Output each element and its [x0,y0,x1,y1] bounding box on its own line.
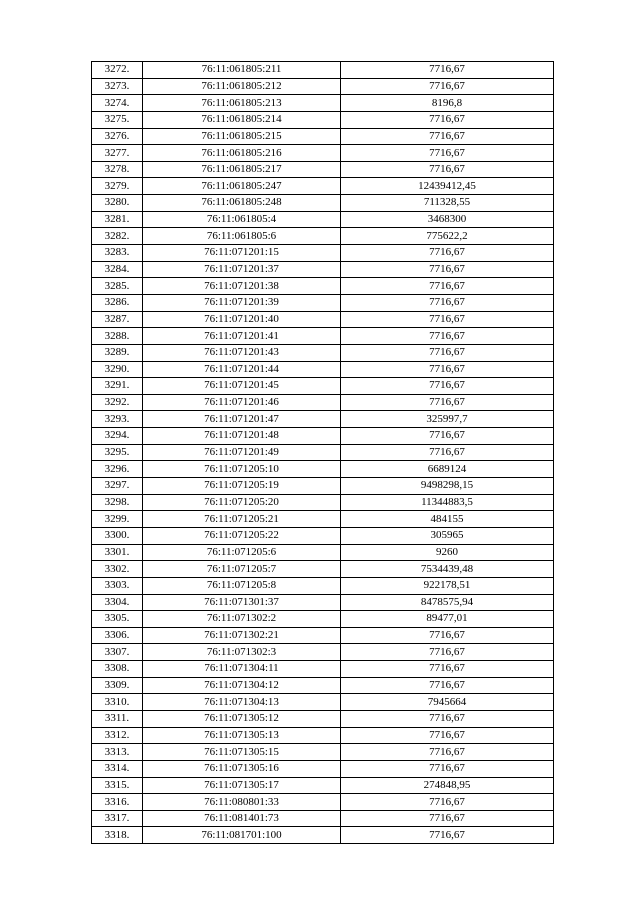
value-cell: 7716,67 [341,827,554,844]
value-cell: 305965 [341,527,554,544]
value-cell: 11344883,5 [341,494,554,511]
table-row [92,710,554,727]
cadastral-number-cell: 76:11:061805:213 [143,95,341,112]
cadastral-number-cell: 76:11:071205:20 [143,494,341,511]
value-cell: 7716,67 [341,344,554,361]
cadastral-number-cell: 76:11:061805:248 [143,195,341,212]
value-cell: 7716,67 [341,361,554,378]
cadastral-number-cell: 76:11:071205:22 [143,527,341,544]
table-row [92,627,554,644]
cadastral-number-cell: 76:11:071205:8 [143,577,341,594]
cadastral-number-cell: 76:11:071201:15 [143,245,341,262]
row-number-cell: 3272. [92,62,143,79]
table-row [92,794,554,811]
cadastral-number-cell: 76:11:061805:211 [143,62,341,79]
value-cell: 7716,67 [341,810,554,827]
value-cell: 7716,67 [341,261,554,278]
value-cell: 7716,67 [341,161,554,178]
value-cell: 3468300 [341,211,554,228]
cadastral-number-cell: 76:11:061805:215 [143,128,341,145]
value-cell: 7716,67 [341,78,554,95]
value-cell: 7716,67 [341,444,554,461]
value-cell: 325997,7 [341,411,554,428]
table-row [92,810,554,827]
cadastral-number-cell: 76:11:071302:2 [143,611,341,628]
table-row [92,211,554,228]
cadastral-number-cell: 76:11:071305:13 [143,727,341,744]
cadastral-number-cell: 76:11:071302:3 [143,644,341,661]
table-row [92,278,554,295]
row-number-cell: 3277. [92,145,143,162]
value-cell: 7716,67 [341,428,554,445]
row-number-cell: 3306. [92,627,143,644]
value-cell: 12439412,45 [341,178,554,195]
value-cell: 7716,67 [341,760,554,777]
row-number-cell: 3287. [92,311,143,328]
cadastral-number-cell: 76:11:071201:44 [143,361,341,378]
cadastral-value-table [91,61,554,844]
table-body [92,62,554,844]
row-number-cell: 3314. [92,760,143,777]
table-row [92,78,554,95]
value-cell: 922178,51 [341,577,554,594]
table-row [92,261,554,278]
cadastral-number-cell: 76:11:061805:247 [143,178,341,195]
value-cell: 7716,67 [341,744,554,761]
cadastral-number-cell: 76:11:061805:4 [143,211,341,228]
cadastral-number-cell: 76:11:071304:13 [143,694,341,711]
table-row [92,611,554,628]
value-cell: 9498298,15 [341,478,554,495]
row-number-cell: 3284. [92,261,143,278]
row-number-cell: 3274. [92,95,143,112]
row-number-cell: 3305. [92,611,143,628]
table-row [92,411,554,428]
table-row [92,394,554,411]
row-number-cell: 3293. [92,411,143,428]
table-row [92,444,554,461]
row-number-cell: 3309. [92,677,143,694]
table-row [92,245,554,262]
table-row [92,661,554,678]
row-number-cell: 3301. [92,544,143,561]
row-number-cell: 3291. [92,378,143,395]
value-cell: 7716,67 [341,111,554,128]
cadastral-number-cell: 76:11:071201:41 [143,328,341,345]
cadastral-number-cell: 76:11:061805:214 [143,111,341,128]
value-cell: 7716,67 [341,145,554,162]
value-cell: 7716,67 [341,62,554,79]
row-number-cell: 3292. [92,394,143,411]
value-cell: 484155 [341,511,554,528]
cadastral-number-cell: 76:11:071201:40 [143,311,341,328]
cadastral-number-cell: 76:11:071201:43 [143,344,341,361]
row-number-cell: 3297. [92,478,143,495]
cadastral-number-cell: 76:11:071205:7 [143,561,341,578]
cadastral-number-cell: 76:11:061805:6 [143,228,341,245]
row-number-cell: 3276. [92,128,143,145]
row-number-cell: 3279. [92,178,143,195]
cadastral-number-cell: 76:11:081401:73 [143,810,341,827]
table-row [92,644,554,661]
value-cell: 7716,67 [341,278,554,295]
cadastral-number-cell: 76:11:071302:21 [143,627,341,644]
cadastral-number-cell: 76:11:071305:15 [143,744,341,761]
value-cell: 6689124 [341,461,554,478]
row-number-cell: 3281. [92,211,143,228]
row-number-cell: 3316. [92,794,143,811]
table-row [92,827,554,844]
row-number-cell: 3278. [92,161,143,178]
value-cell: 8478575,94 [341,594,554,611]
row-number-cell: 3290. [92,361,143,378]
table-row [92,694,554,711]
value-cell: 7716,67 [341,128,554,145]
table-row [92,527,554,544]
table-row [92,727,554,744]
row-number-cell: 3288. [92,328,143,345]
table-row [92,561,554,578]
value-cell: 7716,67 [341,710,554,727]
row-number-cell: 3294. [92,428,143,445]
cadastral-number-cell: 76:11:071201:49 [143,444,341,461]
value-cell: 7716,67 [341,661,554,678]
cadastral-number-cell: 76:11:061805:216 [143,145,341,162]
value-cell: 7716,67 [341,794,554,811]
table-row [92,494,554,511]
value-cell: 7716,67 [341,328,554,345]
row-number-cell: 3280. [92,195,143,212]
cadastral-number-cell: 76:11:071201:46 [143,394,341,411]
table-row [92,195,554,212]
table-row [92,111,554,128]
table-row [92,478,554,495]
row-number-cell: 3289. [92,344,143,361]
value-cell: 7716,67 [341,644,554,661]
row-number-cell: 3318. [92,827,143,844]
row-number-cell: 3317. [92,810,143,827]
cadastral-number-cell: 76:11:071304:12 [143,677,341,694]
row-number-cell: 3296. [92,461,143,478]
table-row [92,161,554,178]
table-row [92,128,554,145]
value-cell: 7716,67 [341,311,554,328]
cadastral-number-cell: 76:11:071305:16 [143,760,341,777]
table-row [92,744,554,761]
row-number-cell: 3308. [92,661,143,678]
row-number-cell: 3298. [92,494,143,511]
row-number-cell: 3304. [92,594,143,611]
table-row [92,777,554,794]
row-number-cell: 3295. [92,444,143,461]
row-number-cell: 3300. [92,527,143,544]
row-number-cell: 3282. [92,228,143,245]
table-row [92,428,554,445]
table-row [92,145,554,162]
value-cell: 7534439,48 [341,561,554,578]
row-number-cell: 3283. [92,245,143,262]
table-row [92,294,554,311]
cadastral-number-cell: 76:11:071201:38 [143,278,341,295]
table-row [92,62,554,79]
row-number-cell: 3313. [92,744,143,761]
row-number-cell: 3275. [92,111,143,128]
table-row [92,361,554,378]
row-number-cell: 3311. [92,710,143,727]
cadastral-number-cell: 76:11:071305:17 [143,777,341,794]
row-number-cell: 3273. [92,78,143,95]
cadastral-number-cell: 76:11:080801:33 [143,794,341,811]
cadastral-number-cell: 76:11:071201:39 [143,294,341,311]
row-number-cell: 3310. [92,694,143,711]
value-cell: 8196,8 [341,95,554,112]
row-number-cell: 3315. [92,777,143,794]
value-cell: 7716,67 [341,727,554,744]
value-cell: 711328,55 [341,195,554,212]
row-number-cell: 3299. [92,511,143,528]
row-number-cell: 3303. [92,577,143,594]
value-cell: 7716,67 [341,677,554,694]
value-cell: 7716,67 [341,627,554,644]
row-number-cell: 3286. [92,294,143,311]
table-row [92,577,554,594]
row-number-cell: 3302. [92,561,143,578]
cadastral-number-cell: 76:11:071205:6 [143,544,341,561]
value-cell: 7716,67 [341,245,554,262]
row-number-cell: 3285. [92,278,143,295]
value-cell: 7716,67 [341,378,554,395]
table-row [92,511,554,528]
cadastral-number-cell: 76:11:071201:47 [143,411,341,428]
table-row [92,760,554,777]
table-row [92,461,554,478]
table-row [92,178,554,195]
row-number-cell: 3312. [92,727,143,744]
value-cell: 7716,67 [341,294,554,311]
table-row [92,328,554,345]
value-cell: 775622,2 [341,228,554,245]
value-cell: 7945664 [341,694,554,711]
table-row [92,228,554,245]
table-row [92,544,554,561]
cadastral-number-cell: 76:11:071205:19 [143,478,341,495]
cadastral-number-cell: 76:11:071201:48 [143,428,341,445]
cadastral-number-cell: 76:11:071305:12 [143,710,341,727]
table-row [92,677,554,694]
value-cell: 9260 [341,544,554,561]
cadastral-number-cell: 76:11:071201:37 [143,261,341,278]
cadastral-number-cell: 76:11:071205:10 [143,461,341,478]
value-cell: 7716,67 [341,394,554,411]
table-row [92,344,554,361]
cadastral-number-cell: 76:11:081701:100 [143,827,341,844]
table-row [92,95,554,112]
cadastral-number-cell: 76:11:061805:212 [143,78,341,95]
table-row [92,378,554,395]
value-cell: 89477,01 [341,611,554,628]
cadastral-number-cell: 76:11:071301:37 [143,594,341,611]
row-number-cell: 3307. [92,644,143,661]
table-row [92,311,554,328]
cadastral-number-cell: 76:11:061805:217 [143,161,341,178]
table-row [92,594,554,611]
cadastral-number-cell: 76:11:071304:11 [143,661,341,678]
cadastral-number-cell: 76:11:071201:45 [143,378,341,395]
value-cell: 274848,95 [341,777,554,794]
cadastral-number-cell: 76:11:071205:21 [143,511,341,528]
